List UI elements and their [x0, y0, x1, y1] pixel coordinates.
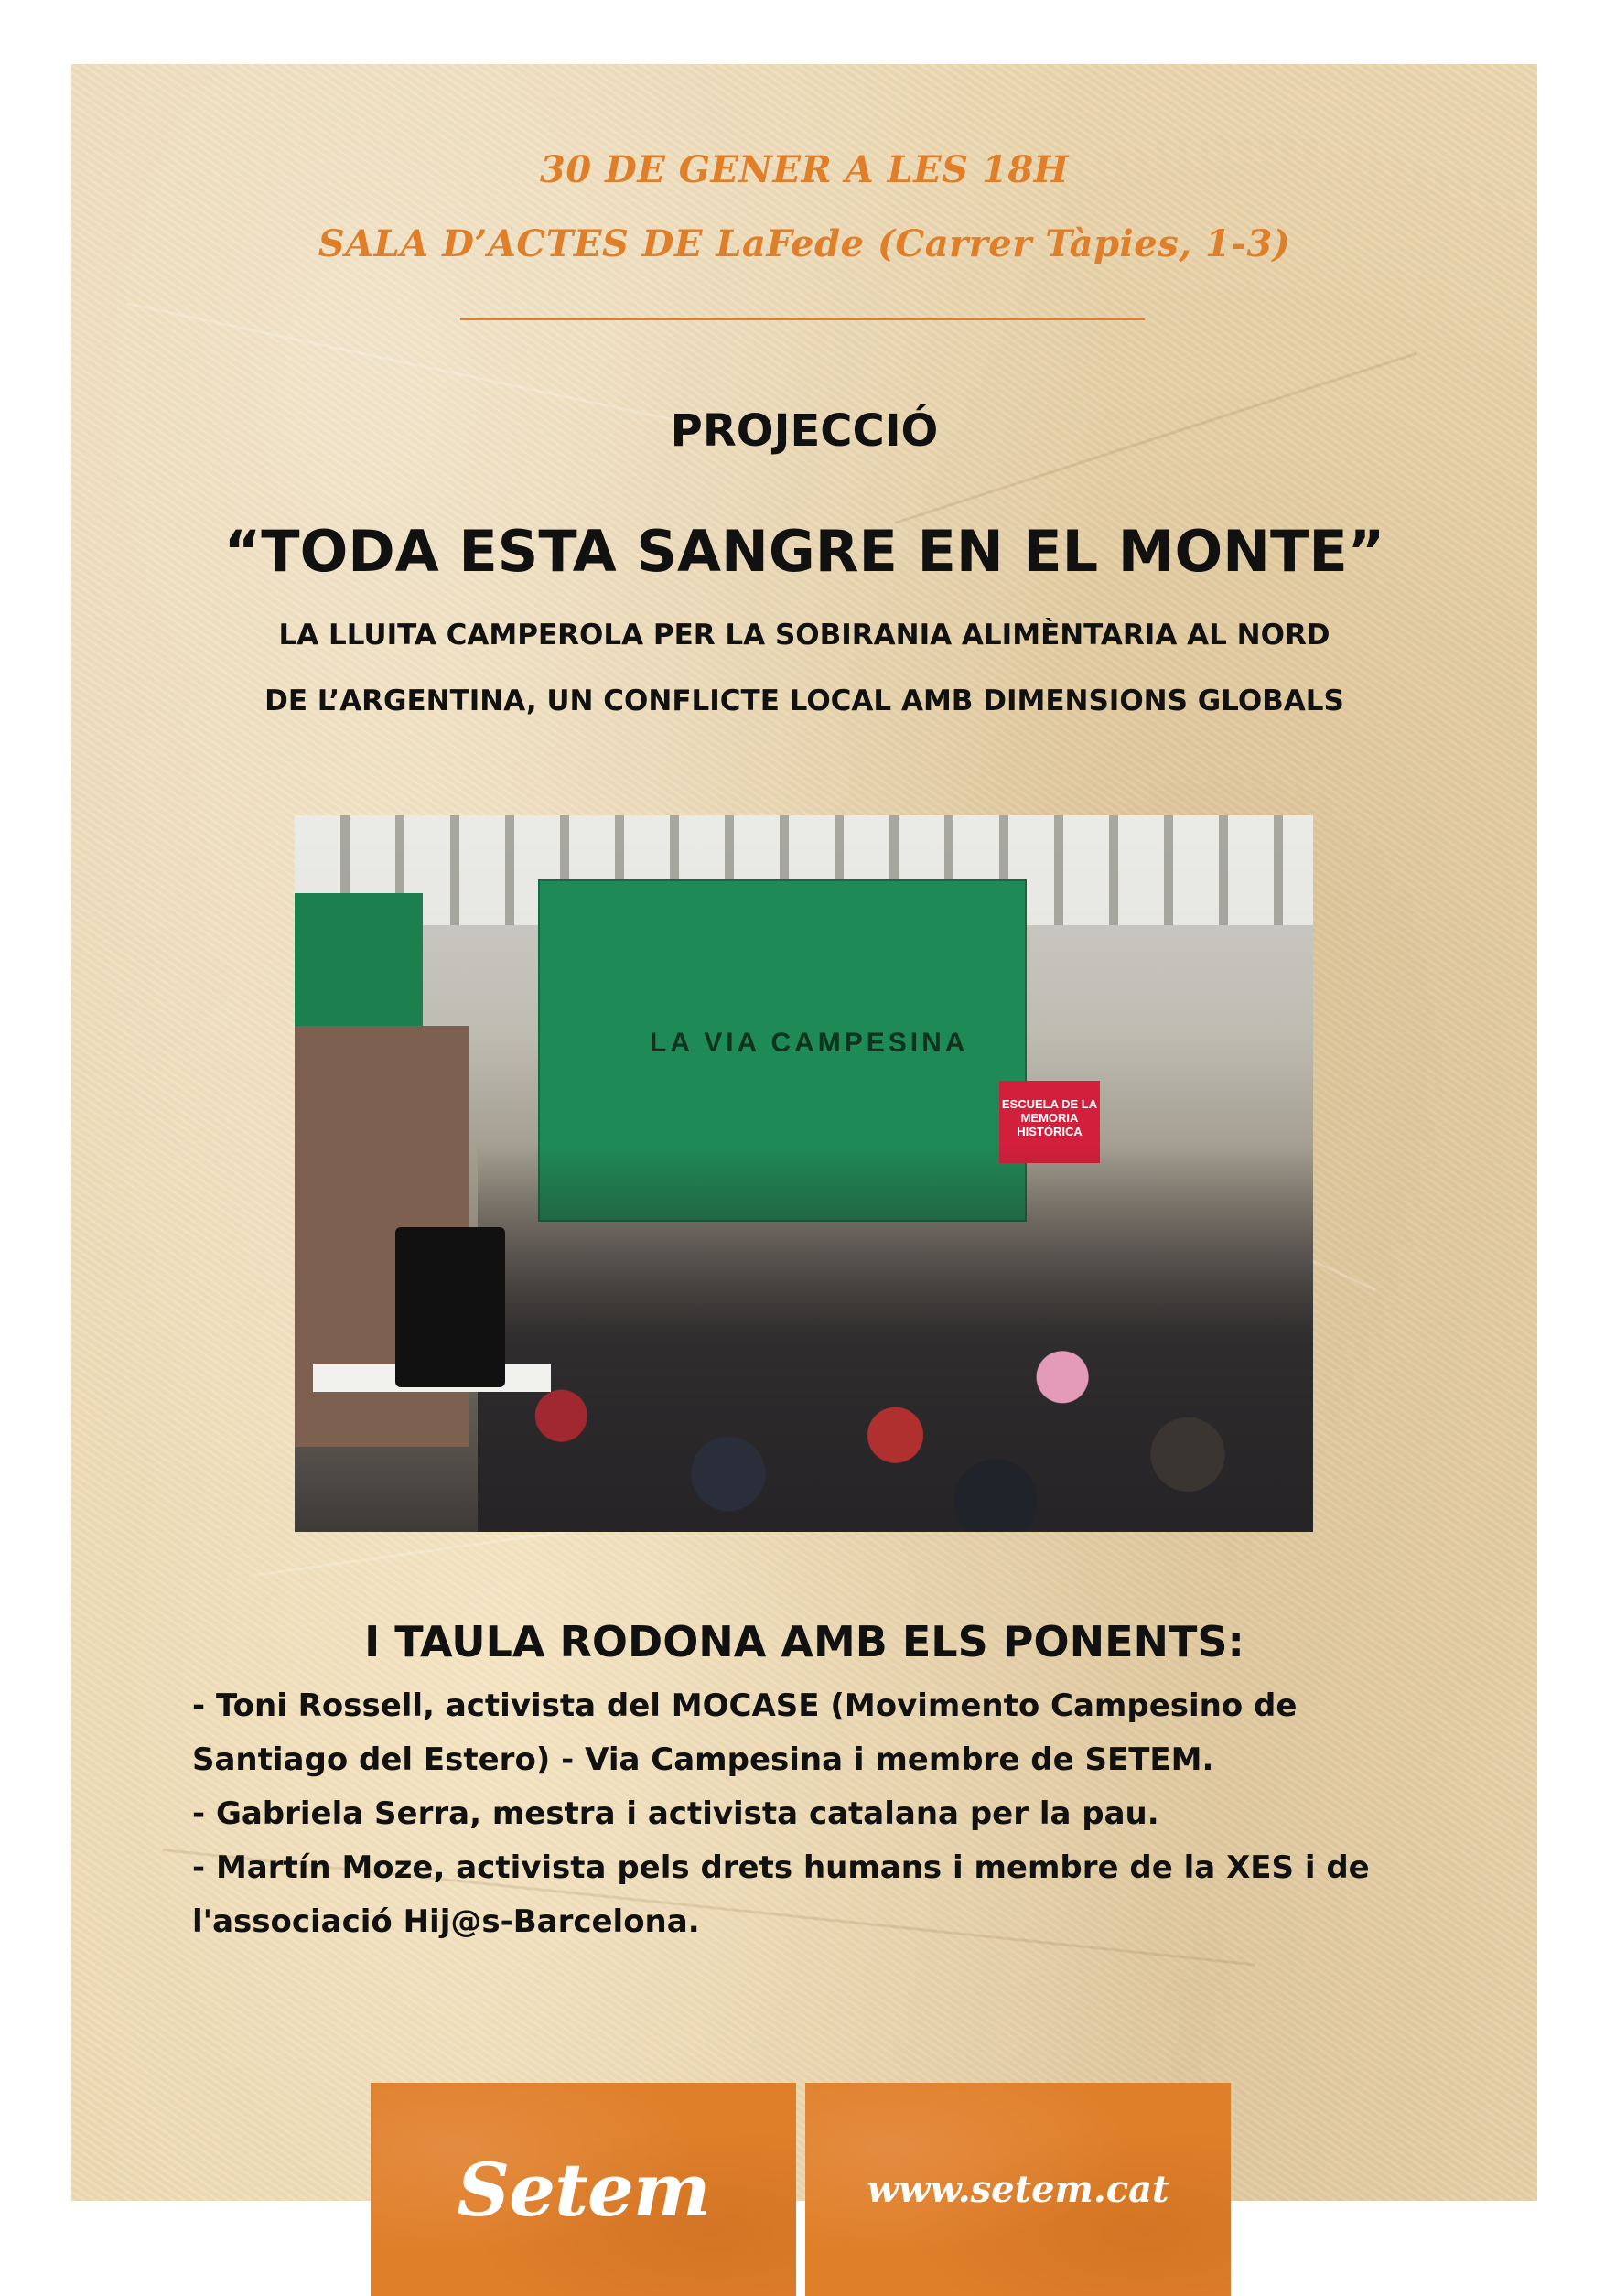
photo-speaker-box [395, 1227, 505, 1387]
speaker-line: l'associació Hij@s-Barcelona. [192, 1903, 700, 1940]
film-title: “TODA ESTA SANGRE EN EL MONTE” [223, 518, 1385, 585]
speaker-line: - Gabriela Serra, mestra i activista catalana per la pau. [192, 1795, 1159, 1832]
photo-sign-text: ESCUELA DE LA MEMORIA HISTÓRICA [1001, 1097, 1098, 1138]
photo-small-banner [295, 893, 423, 1026]
speaker-line: - Martín Moze, activista pels drets humans i membre de la XES i de [192, 1849, 1370, 1886]
setem-logo: Setem [457, 2146, 710, 2233]
setem-logo-box [371, 2083, 796, 2296]
website-link[interactable]: www.setem.cat [867, 2168, 1169, 2211]
event-venue: SALA D’ACTES DE LaFede (Carrer Tàpies, 1-3) [318, 222, 1291, 265]
film-subtitle-line1: LA LLUITA CAMPEROLA PER LA SOBIRANIA ALIMÈNTARIA AL NORD [278, 619, 1330, 652]
event-date-time: 30 DE GENER A LES 18H [540, 148, 1069, 191]
speaker-line: - Toni Rossell, activista del MOCASE (Movimento Campesino de [192, 1687, 1298, 1724]
website-box[interactable] [805, 2083, 1231, 2296]
panel-heading: I TAULA RODONA AMB ELS PONENTS: [364, 1617, 1244, 1666]
speaker-list [192, 1679, 1473, 1949]
photo-crowd [478, 1145, 1313, 1532]
section-divider [460, 318, 1145, 320]
screening-kicker: PROJECCIÓ [670, 405, 939, 457]
photo-banner-text: LA VIA CAMPESINA [650, 1028, 969, 1058]
speaker-line: Santiago del Estero) - Via Campesina i membre de SETEM. [192, 1741, 1214, 1778]
film-subtitle-line2: DE L’ARGENTINA, UN CONFLICTE LOCAL AMB DIMENSIONS GLOBALS [264, 684, 1344, 717]
event-photo [295, 815, 1313, 1532]
